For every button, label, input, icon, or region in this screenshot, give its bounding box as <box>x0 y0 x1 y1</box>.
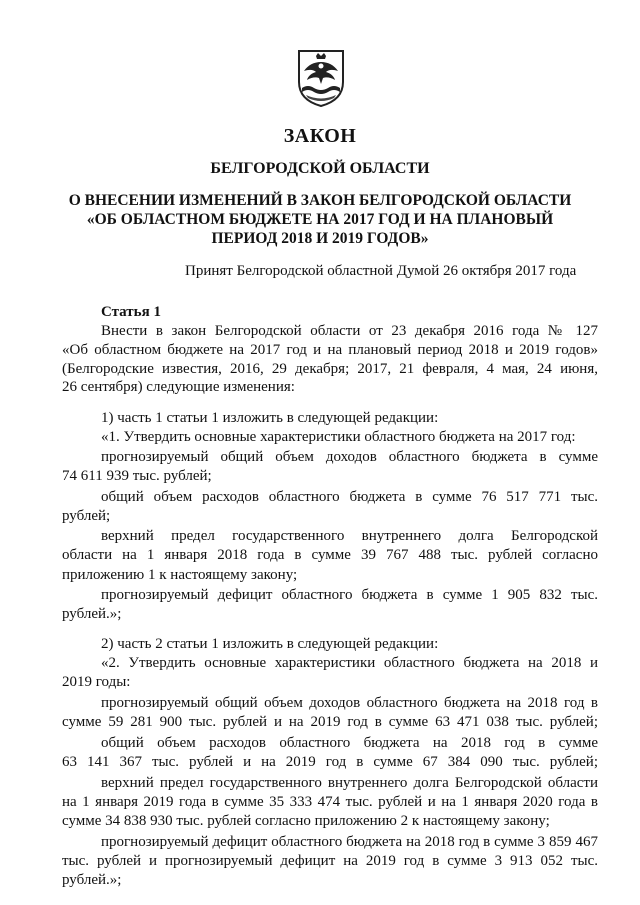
body-line: 26 сентября) следующие изменения: <box>62 379 295 395</box>
body-line: 74 611 939 тыс. рублей; <box>62 468 212 484</box>
body-line: рублей; <box>62 508 111 524</box>
body-line: 1) часть 1 статьи 1 изложить в следующей редакции: <box>101 410 439 426</box>
article-heading: Статья 1 <box>101 304 161 320</box>
body-line: общий объем расходов областного бюджета на 2018 год в сумме <box>101 735 598 751</box>
body-line: на 1 января 2019 года в сумме 35 333 474 тыс. рублей и на 1 января 2020 года в <box>62 794 598 810</box>
adoption-statement: Принят Белгородской областной Думой 26 октября 2017 года <box>185 263 577 279</box>
body-line: прогнозируемый общий объем доходов областного бюджета на 2018 год в <box>101 695 598 711</box>
body-line: (Белгородские известия, 2016, 29 декабря; 2017, 21 февраля, 4 мая, 24 июня, <box>62 361 598 377</box>
body-line: сумме 59 281 900 тыс. рублей и на 2019 год в сумме 63 471 038 тыс. рублей; <box>62 714 598 730</box>
body-line: 2019 годы: <box>62 674 131 690</box>
body-line: «2. Утвердить основные характеристики областного бюджета на 2018 и <box>101 655 598 671</box>
law-subject-line: ПЕРИОД 2018 И 2019 ГОДОВ» <box>211 230 429 247</box>
body-line: 2) часть 2 статьи 1 изложить в следующей редакции: <box>101 636 439 652</box>
law-region: БЕЛГОРОДСКОЙ ОБЛАСТИ <box>210 160 430 177</box>
body-line: прогнозируемый дефицит областного бюджета в сумме 1 905 832 тыс. <box>101 587 598 603</box>
body-line: общий объем расходов областного бюджета в сумме 76 517 771 тыс. <box>101 489 598 505</box>
body-line: «Об областном бюджете на 2017 год и на плановый период 2018 и 2019 годов» <box>62 342 598 358</box>
body-line: прогнозируемый общий объем доходов областного бюджета в сумме <box>101 449 598 465</box>
coat-of-arms-icon <box>296 48 346 108</box>
body-line: рублей.»; <box>62 872 122 888</box>
body-line: рублей.»; <box>62 606 122 622</box>
body-line: приложению 1 к настоящему закону; <box>62 567 298 583</box>
body-line: прогнозируемый дефицит областного бюджета на 2018 год в сумме 3 859 467 <box>101 834 598 850</box>
body-line: Внести в закон Белгородской области от 23 декабря 2016 года № 127 <box>101 323 598 339</box>
body-line: верхний предел государственного внутреннего долга Белгородской области <box>101 775 598 791</box>
law-subject-line: О ВНЕСЕНИИ ИЗМЕНЕНИЙ В ЗАКОН БЕЛГОРОДСКОЙ ОБЛАСТИ <box>68 192 572 209</box>
law-subject <box>0 191 640 248</box>
law-subject-line: «ОБ ОБЛАСТНОМ БЮДЖЕТЕ НА 2017 ГОД И НА ПЛАНОВЫЙ <box>86 211 554 228</box>
body-line: «1. Утвердить основные характеристики областного бюджета на 2017 год: <box>101 429 576 445</box>
body-line: тыс. рублей и прогнозируемый дефицит на 2019 год в сумме 3 913 052 тыс. <box>62 853 598 869</box>
body-line: области на 1 января 2018 года в сумме 39 767 488 тыс. рублей согласно <box>62 547 598 563</box>
body-line: 63 141 367 тыс. рублей и на 2019 год в сумме 67 384 090 тыс. рублей; <box>62 754 598 770</box>
body-line: верхний предел государственного внутреннего долга Белгородской <box>101 528 598 544</box>
law-title: ЗАКОН <box>283 125 357 147</box>
body-line: сумме 34 838 930 тыс. рублей согласно приложению 2 к настоящему закону; <box>62 813 550 829</box>
